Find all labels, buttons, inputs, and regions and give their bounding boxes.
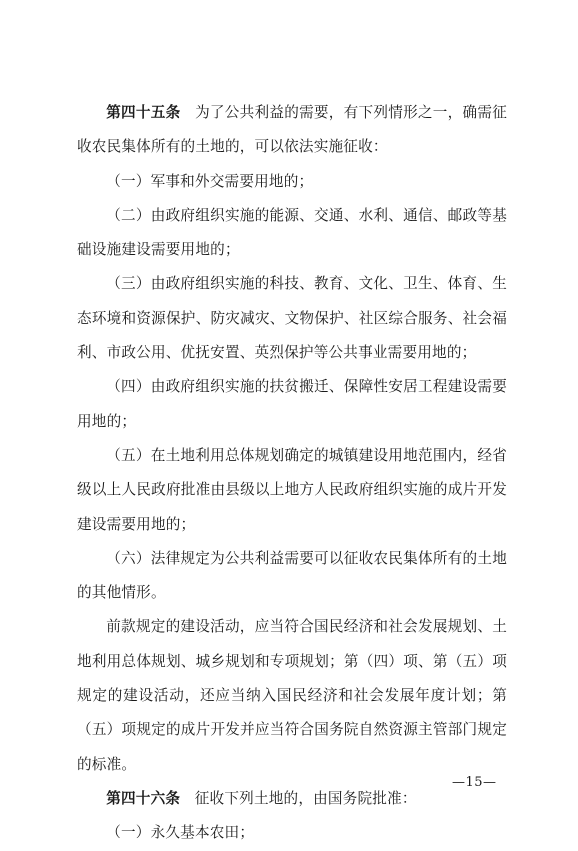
- list-item: [77, 165, 507, 199]
- paragraph-text: （一）永久基本农田；: [106, 824, 255, 842]
- document-body: [77, 96, 507, 851]
- paragraph-text: （五）在土地利用总体规划确定的城镇建设用地范围内，经省级以上人民政府批准由县级以上地方人民政府组织实施的成片开发建设需要用地的；: [77, 446, 507, 533]
- paragraph-text: （一）军事和外交需要用地的；: [106, 172, 314, 190]
- paragraph-text: 为了公共利益的需要，有下列情形之一，确需征收农民集体所有的土地的，可以依法实施征收：: [77, 104, 507, 156]
- list-item: [77, 542, 507, 611]
- paragraph: [77, 610, 507, 781]
- paragraph-text: 前款规定的建设活动，应当符合国民经济和社会发展规划、土地利用总体规划、城乡规划和专项规划；第（四）项、第（五）项规定的建设活动，还应当纳入国民经济和社会发展年度计划；第（五）项规定的成片开发并应当符合国务院自然资源主管部门规定的标准。: [77, 618, 507, 773]
- paragraph-text: （四）由政府组织实施的扶贫搬迁、保障性安居工程建设需要用地的；: [77, 378, 507, 430]
- list-item: [77, 267, 507, 370]
- page-number: —15—: [452, 775, 497, 790]
- article-title: 第四十六条: [106, 789, 181, 807]
- article-46-intro: [77, 782, 507, 816]
- paragraph-text: （三）由政府组织实施的科技、教育、文化、卫生、体育、生态环境和资源保护、防灾减灾、文物保护、社区综合服务、社会福利、市政公用、优抚安置、英烈保护等公共事业需要用地的；: [77, 275, 507, 362]
- list-item: [77, 439, 507, 542]
- article-title: 第四十五条: [106, 104, 181, 121]
- paragraph-text: （二）由政府组织实施的能源、交通、水利、通信、邮政等基础设施建设需要用地的；: [77, 206, 507, 259]
- paragraph-text: 征收下列土地的，由国务院批准：: [194, 789, 417, 807]
- article-45-intro: [77, 96, 507, 165]
- list-item: [77, 816, 507, 850]
- list-item: [77, 199, 507, 268]
- list-item: [77, 370, 507, 439]
- paragraph-text: （六）法律规定为公共利益需要可以征收农民集体所有的土地的其他情形。: [77, 549, 507, 602]
